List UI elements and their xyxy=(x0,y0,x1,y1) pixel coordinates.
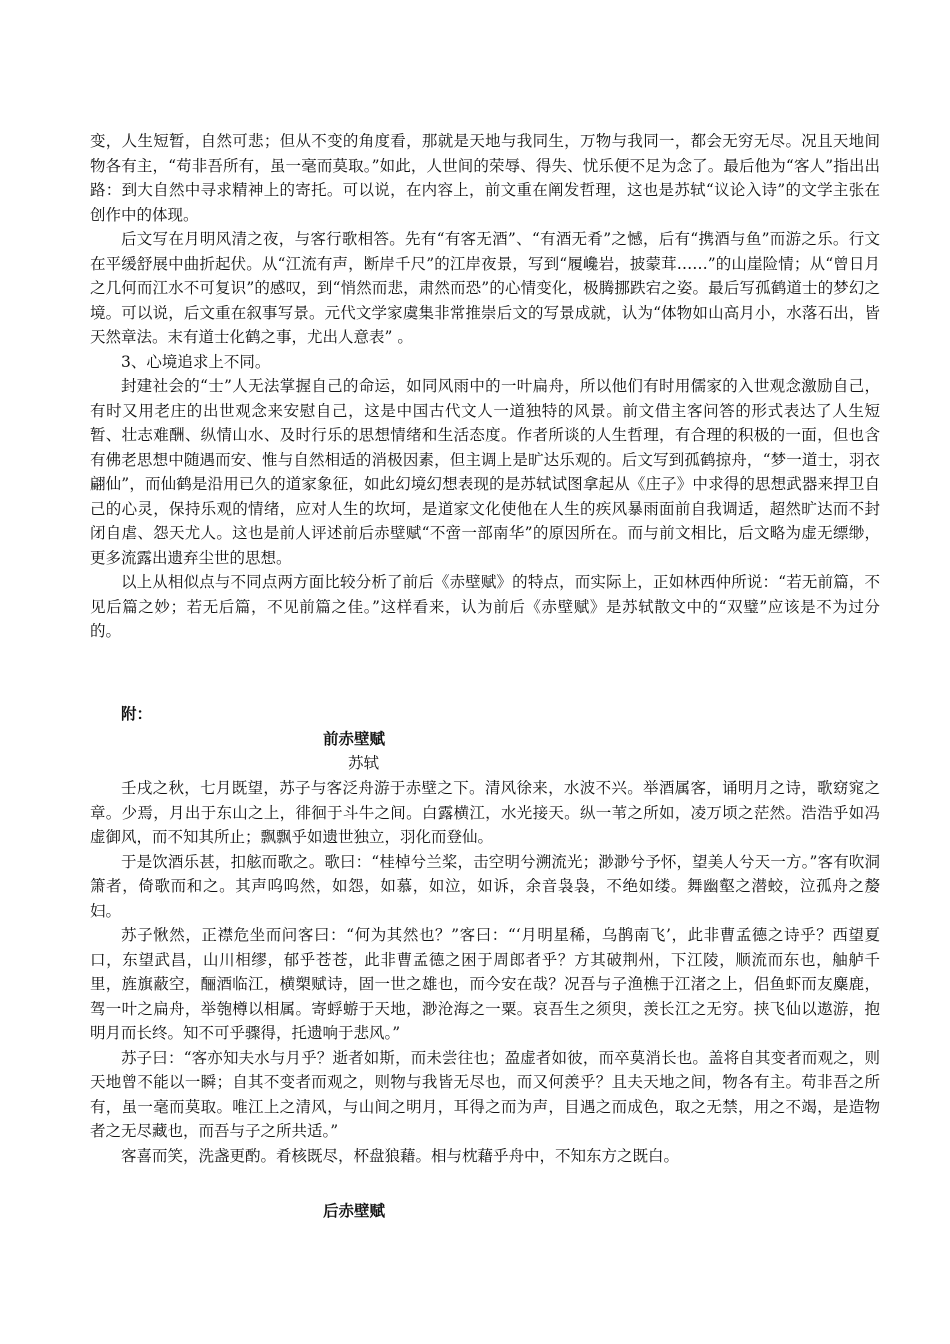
essay-paragraph: 后文写在月明风清之夜，与客行歌相答。先有“有客无酒”、“有酒无肴”之憾，后有“携酒与鱼”而游之乐。行文在平缓舒展中曲折起伏。从“江流有声，断岸千尺”的江岸夜景，写到“履巉岩，披蒙茸……”的山崖险情；从“曾日月之几何而江水不可复识”的感叹，到“悄然而悲，肃然而恐”的心情变化，极腾挪跌宕之姿。最后写孤鹤道士的梦幻之境。可以说，后文重在叙事写景。元代文学家虞集非常推崇后文的写景成就，认为“体物如山高月小，水落石出，皆天然章法。末有道士化鹤之事，尤出人意表” 。 xyxy=(90,230,880,346)
poem-paragraph: 客喜而笑，洗盏更酌。肴核既尽，杯盘狼藉。相与枕藉乎舟中，不知东方之既白。 xyxy=(121,1146,680,1165)
poem-author: 苏轼 xyxy=(348,754,380,772)
section-heading: 3、心境追求上不同。 xyxy=(121,352,271,371)
poem-paragraph: 壬戌之秋，七月既望，苏子与客泛舟游于赤壁之下。清风徐来，水波不兴。举酒属客，诵明月之诗，歌窈窕之章。少焉，月出于东山之上，徘徊于斗牛之间。白露横江，水光接天。纵一苇之所如，凌万顷之茫然。浩浩乎如冯虚御风，而不知其所止；飘飘乎如遗世独立，羽化而登仙。 xyxy=(90,779,880,846)
essay-paragraph: 封建社会的“士”人无法掌握自己的命运，如同风雨中的一叶扁舟，所以他们有时用儒家的入世观念激励自己，有时又用老庄的出世观念来安慰自己，这是中国古代文人一道独特的风景。前文借主客问答的形式表达了人生短暂、壮志难酬、纵情山水、及时行乐的思想情绪和生活态度。作者所谈的人生哲理，有合理的积极的一面，但也含有佛老思想中随遇而安、惟与自然相适的消极因素，但主调上是旷达乐观的。后文写到孤鹤掠舟，“梦一道士，羽衣翩仙”，而仙鹤是沿用已久的道家象征，如此幻境幻想表现的是苏轼试图拿起从《庄子》中求得的思想武器来捍卫自己的心灵，保持乐观的情绪，应对人生的坎坷，是道家文化使他在人生的疾风暴雨面前自我调适，超然旷达而不封闭自虐、怨天尤人。这也是前人评述前后赤壁赋“不啻一部南华”的原因所在。而与前文相比，后文略为虚无缥缈，更多流露出遗弃尘世的思想。 xyxy=(90,377,880,567)
poem-paragraph: 于是饮酒乐甚，扣舷而歌之。歌曰：“桂棹兮兰桨，击空明兮溯流光；渺渺兮予怀，望美人兮天一方。”客有吹洞箫者，倚歌而和之。其声呜呜然，如怨，如慕，如泣，如诉，余音袅袅，不绝如缕。舞幽壑之潜蛟，泣孤舟之嫠妇。 xyxy=(90,852,880,920)
appendix-label: 附： xyxy=(121,704,153,723)
essay-paragraph: 变，人生短暂，自然可悲；但从不变的角度看，那就是天地与我同生，万物与我同一，都会无穷无尽。况且天地间物各有主，“苟非吾所有，虽一毫而莫取。”如此，人世间的荣辱、得失、忧乐便不足为念了。最后他为“客人”指出出路：到大自然中寻求精神上的寄托。可以说，在内容上，前文重在阐发哲理，这也是苏轼“议论入诗”的文学主张在创作中的体现。 xyxy=(90,132,880,224)
essay-paragraph: 以上从相似点与不同点两方面比较分析了前后《赤壁赋》的特点，而实际上，正如林西仲所说：“若无前篇，不见后篇之妙；若无后篇，不见前篇之佳。”这样看来，认为前后《赤壁赋》是苏轼散文中的“双璧”应该是不为过分的。 xyxy=(90,573,880,640)
poem-body xyxy=(90,776,880,1168)
poem-title: 前赤壁赋 xyxy=(323,729,386,748)
essay-section xyxy=(90,129,880,644)
poem-paragraph: 苏子愀然，正襟危坐而问客曰：“何为其然也？”客曰：“‘月明星稀，乌鹊南飞’，此非曹孟德之诗乎？西望夏口，东望武昌，山川相缪，郁乎苍苍，此非曹孟德之困于周郎者乎？方其破荆州，下江陵，顺流而东也，舳舻千里，旌旗蔽空，酾酒临江，横槊赋诗，固一世之雄也，而今安在哉？况吾与子渔樵于江渚之上，侣鱼虾而友麋鹿，驾一叶之扁舟，举匏樽以相属。寄蜉蝣于天地，渺沧海之一粟。哀吾生之须臾，羡长江之无穷。挟飞仙以遨游，抱明月而长终。知不可乎骤得，托遗响于悲风。” xyxy=(90,926,880,1042)
poem-paragraph: 苏子曰：“客亦知夫水与月乎？逝者如斯，而未尝往也；盈虚者如彼，而卒莫消长也。盖将自其变者而观之，则天地曾不能以一瞬；自其不变者而观之，则物与我皆无尽也，而又何羡乎？且夫天地之间，物各有主。苟非吾之所有，虽一毫而莫取。唯江上之清风，与山间之明月，耳得之而为声，目遇之而成色，取之无禁，用之不竭，是造物者之无尽藏也，而吾与子之所共适。” xyxy=(90,1048,880,1140)
poem-title-2: 后赤壁赋 xyxy=(323,1201,386,1220)
